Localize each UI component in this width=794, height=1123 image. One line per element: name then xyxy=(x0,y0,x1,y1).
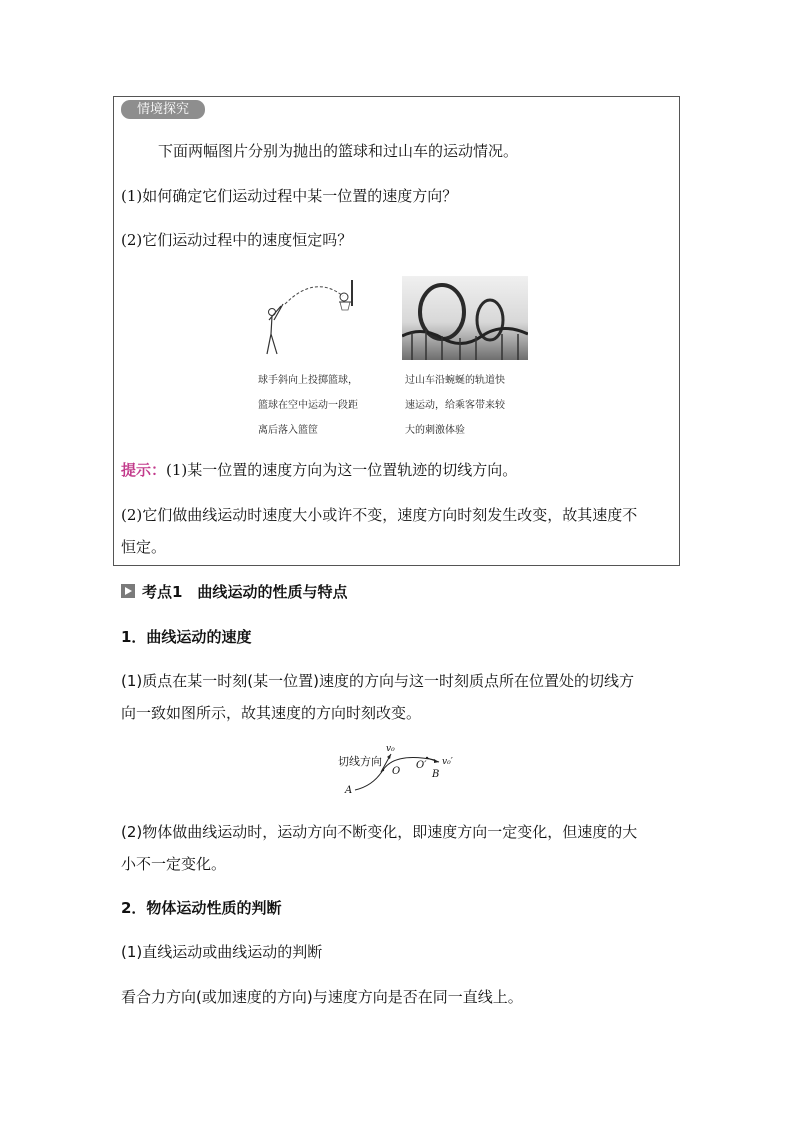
para-2-line-2: 小不一定变化。 xyxy=(121,855,227,873)
left-caption-line-1: 球手斜向上投掷篮球， xyxy=(258,375,358,386)
para-2-line-1: (2)物体做曲线运动时，运动方向不断变化，即速度方向一定变化，但速度的大 xyxy=(121,823,638,841)
o-label: O xyxy=(392,766,401,777)
section-tag: 情境探究 xyxy=(121,100,205,119)
left-caption-line-3: 离后落入篮筐 xyxy=(258,425,318,436)
heading-2: 2．物体运动性质的判断 xyxy=(121,899,282,917)
question-1: (1)如何确定它们运动过程中某一位置的速度方向？ xyxy=(121,187,458,205)
sub-heading-1: (1)直线运动或曲线运动的判断 xyxy=(121,943,323,961)
a-label: A xyxy=(345,785,353,796)
b-label: B xyxy=(432,769,440,780)
right-caption-line-1: 过山车沿蜿蜒的轨道快 xyxy=(405,375,505,386)
intro-text: 下面两幅图片分别为抛出的篮球和过山车的运动情况。 xyxy=(158,142,519,160)
hint-2-line-1: (2)它们做曲线运动时速度大小或许不变，速度方向时刻发生改变，故其速度不 xyxy=(121,506,638,524)
left-caption-line-2: 篮球在空中运动一段距 xyxy=(258,400,358,411)
inquiry-box xyxy=(113,96,680,566)
tangent-label: 切线方向 xyxy=(338,755,382,768)
hint-2-line-2: 恒定。 xyxy=(121,538,167,556)
right-caption-line-2: 速运动，给乘客带来较 xyxy=(405,400,505,411)
para-1-line-2: 向一致如图所示，故其速度的方向时刻改变。 xyxy=(121,704,422,722)
hint-1-text: (1)某一位置的速度方向为这一位置轨迹的切线方向。 xyxy=(166,461,518,479)
play-icon xyxy=(121,584,135,598)
right-caption-line-3: 大的刺激体验 xyxy=(405,425,465,436)
v0-label: v₀ xyxy=(386,744,395,754)
para-1-line-1: (1)质点在某一时刻(某一位置)速度的方向与这一时刻质点所在位置处的切线方 xyxy=(121,672,634,690)
hint-1 xyxy=(121,460,517,480)
kaodian-title: 考点1 曲线运动的性质与特点 xyxy=(142,583,348,601)
hint-label: 提示： xyxy=(121,461,167,479)
question-2: (2)它们运动过程中的速度恒定吗？ xyxy=(121,231,353,249)
heading-1: 1．曲线运动的速度 xyxy=(121,628,252,646)
roller-coaster-photo xyxy=(402,276,528,360)
o-prime-label: O′ xyxy=(416,760,427,771)
basketball-figure xyxy=(255,276,365,360)
para-3: 看合力方向(或加速度的方向)与速度方向是否在同一直线上。 xyxy=(121,988,523,1006)
v0-prime-label: v₀′ xyxy=(442,757,453,767)
